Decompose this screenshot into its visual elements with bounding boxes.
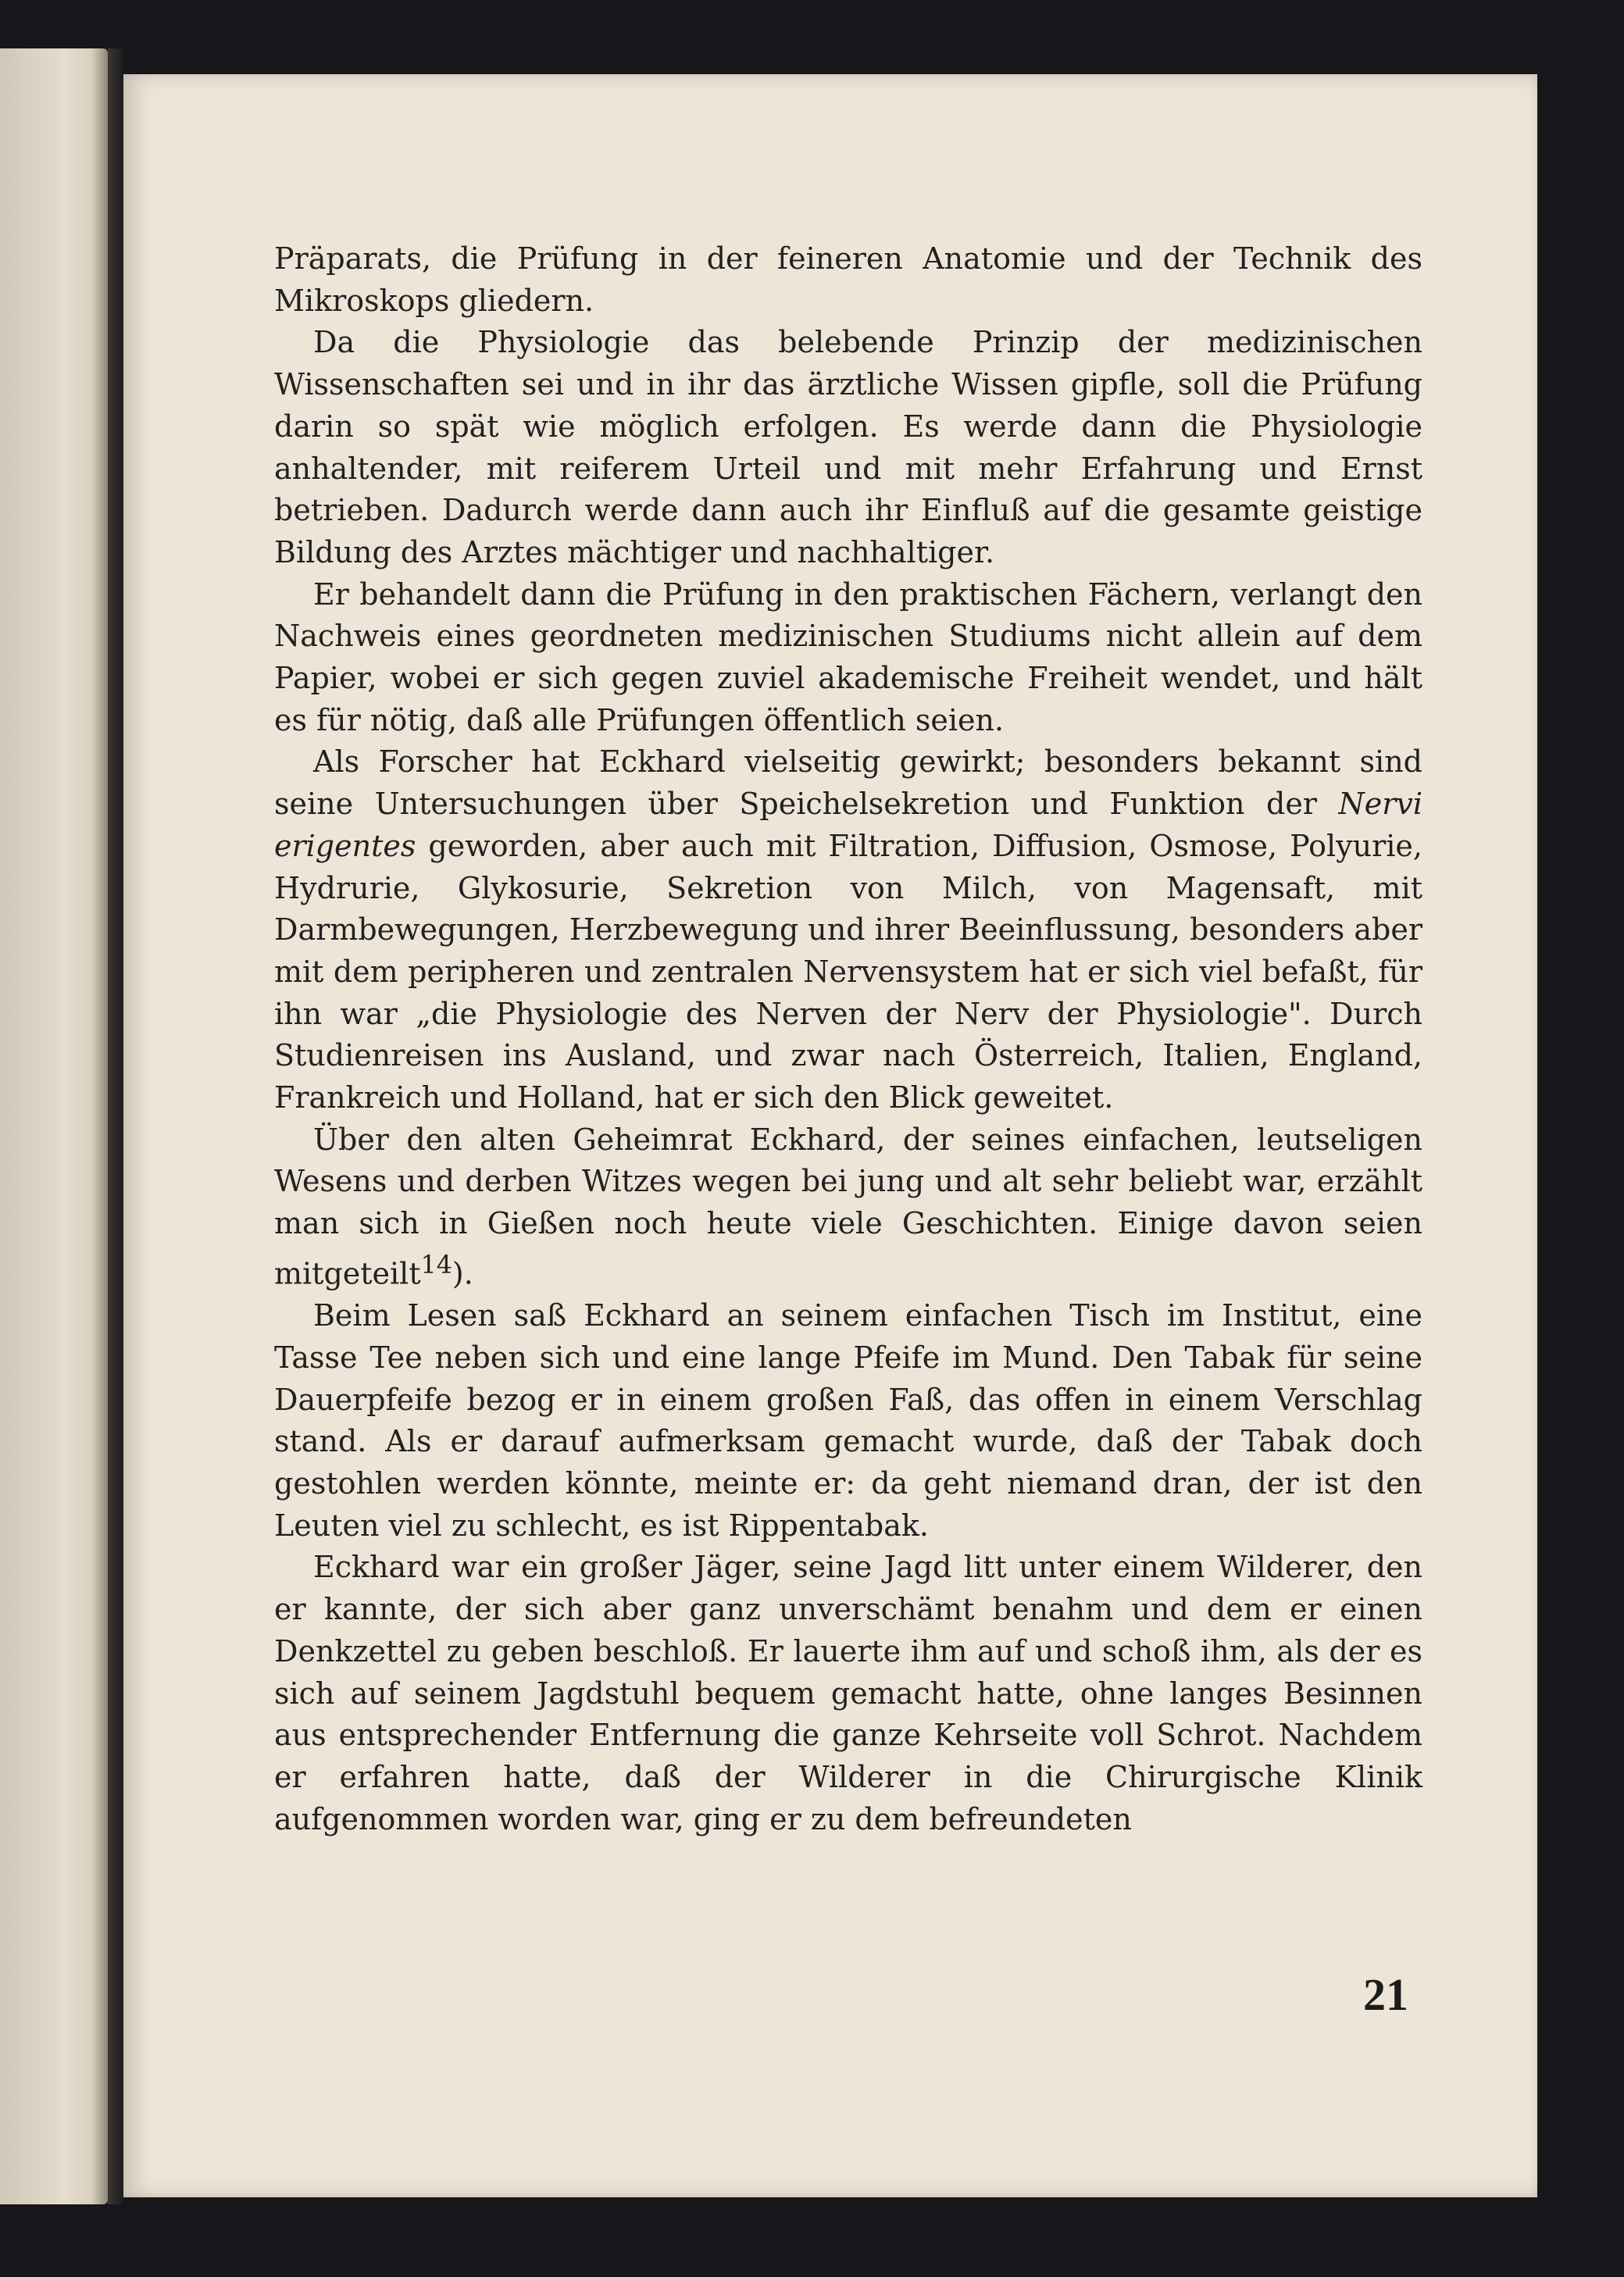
paragraph-4-text-before: Als Forscher hat Eckhard vielseitig gewirkt; besonders bekannt sind seine Untersuchungen über Speichelsekretion und Funktion der bbox=[274, 744, 1422, 822]
latin-term-nervi-erigentes: Nervi erigentes bbox=[274, 787, 1422, 863]
paragraph-4 bbox=[274, 741, 1422, 1119]
paragraph-1: Präparats, die Prüfung in der feineren Anatomie und der Technik des Mikroskops gliedern. bbox=[274, 241, 1422, 318]
paragraph-4-text-after: geworden, aber auch mit Filtration, Diffusion, Osmose, Polyurie, Hydrurie, Glykosurie, Sekretion von Milch, von Magensaft, mit Darmbewegungen, Herzbewegung und ihrer Beeinflussung, besonders aber mit dem peripheren und zentralen Nervensystem hat er sich viel befaßt, für ihn war „die Physiologie des Nerven der Nerv der Physiologie". Durch Studienreisen ins Ausland, und zwar nach Österreich, Italien, England, Frankreich und Holland, hat er sich den Blick geweitet. bbox=[274, 828, 1422, 1115]
paragraph-3: Er behandelt dann die Prüfung in den praktischen Fächern, verlangt den Nachweis eines geordneten medizinischen Studiums nicht allein auf dem Papier, wobei er sich gegen zuviel akademische Freiheit wendet, und hält es für nötig, daß alle Prüfungen öffentlich seien. bbox=[274, 576, 1422, 737]
book-gutter bbox=[108, 48, 123, 2204]
paragraph-6: Beim Lesen saß Eckhard an seinem einfachen Tisch im Institut, eine Tasse Tee neben sich und eine lange Pfeife im Mund. Den Tabak für seine Dauerpfeife bezog er in einem großen Faß, das offen in einem Verschlag stand. Als er darauf aufmerksam gemacht wurde, daß der Tabak doch gestohlen werden könnte, meinte er: da geht niemand dran, der ist den Leuten viel zu schlecht, es ist Rippentabak. bbox=[274, 1298, 1422, 1543]
page-number: 21 bbox=[1363, 1969, 1408, 2020]
paragraph-5-text-before: Über den alten Geheimrat Eckhard, der seines einfachen, leutseligen Wesens und derben Witzes wegen bei jung und alt sehr beliebt war, erzählt man sich in Gießen noch heute viele Geschichten. Einige davon seien mitgeteilt bbox=[274, 1122, 1422, 1291]
paragraph-5-text-after: ). bbox=[452, 1256, 473, 1291]
previous-page-edge bbox=[0, 48, 108, 2204]
paragraph-5 bbox=[274, 1119, 1422, 1295]
paragraph-7: Eckhard war ein großer Jäger, seine Jagd litt unter einem Wilderer, den er kannte, der sich aber ganz unverschämt benahm und dem er einen Denkzettel zu geben beschloß. Er lauerte ihm auf und schoß ihm, als der es sich auf seinem Jagdstuhl bequem gemacht hatte, ohne langes Besinnen aus entsprechender Entfernung die ganze Kehrseite voll Schrot. Nachdem er erfahren hatte, daß der Wilderer in die Chirurgische Klinik aufgenommen worden war, ging er zu dem befreundeten bbox=[274, 1550, 1422, 1836]
footnote-reference: 14 bbox=[420, 1251, 452, 1279]
paragraph-2: Da die Physiologie das belebende Prinzip der medizinischen Wissenschaften sei und in ihr das ärztliche Wissen gipfle, soll die Prüfung darin so spät wie möglich erfolgen. Es werde dann die Physiologie anhaltender, mit reiferem Urteil und mit mehr Erfahrung und Ernst betrieben. Dadurch werde dann auch ihr Einfluß auf die gesamte geistige Bildung des Arztes mächtiger und nachhaltiger. bbox=[274, 325, 1422, 569]
book-page bbox=[123, 74, 1537, 2197]
body-text bbox=[274, 238, 1422, 1840]
